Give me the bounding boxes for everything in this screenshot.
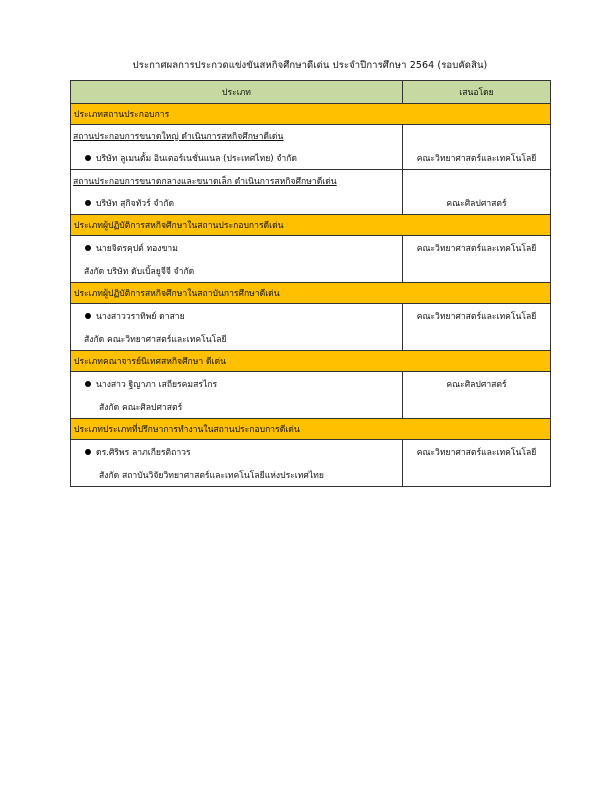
nominated-by: คณะวิทยาศาสตร์และเทคโนโลยี — [416, 153, 537, 164]
bullet-icon — [85, 313, 91, 319]
table-row — [71, 372, 551, 419]
nominated-by: คณะศิลปศาสตร์ — [446, 379, 507, 390]
bullet-icon — [85, 449, 91, 455]
nominated-by: คณะวิทยาศาสตร์และเทคโนโลยี — [416, 447, 537, 458]
entry — [71, 372, 402, 395]
entry-name: บริษัท สุกิจทัวร์ จำกัด — [96, 198, 175, 209]
table-row — [71, 304, 551, 351]
bullet-icon — [85, 200, 91, 206]
bullet-icon — [85, 381, 91, 387]
entry — [71, 440, 402, 463]
table-row — [71, 236, 551, 283]
category-row — [71, 215, 551, 236]
header-nominated-by: เสนอโดย — [403, 81, 551, 104]
affiliation: สังกัด สถาบันวิจัยวิทยาศาสตร์และเทคโนโลยีแห่งประเทศไทย — [99, 470, 324, 481]
page-title: ประกาศผลการประกวดแข่งขันสหกิจศึกษาดีเด่น ประจำปีการศึกษา 2564 (รอบคัดสิน) — [132, 60, 488, 71]
entry-name: นางสาว ฐิญาภา เสถียรคมสรไกร — [96, 379, 218, 390]
category-label: ประเภทผู้ปฏิบัติการสหกิจศึกษาในสถานประกอบการดีเด่น — [71, 215, 551, 236]
category-row — [71, 419, 551, 440]
category-row — [71, 283, 551, 304]
affiliation: สังกัด บริษัท ดับเบิ้ลยูจีจี จำกัด — [84, 266, 195, 277]
entry-name: บริษัท ลูเมนตั้ม อินเตอร์เนชั่นแนล (ประเทศไทย) จำกัด — [96, 153, 297, 164]
entry-name: นายจิตรคุปต์ ทองขาม — [96, 243, 178, 254]
table-row — [71, 170, 551, 215]
nominated-by: คณะวิทยาศาสตร์และเทคโนโลยี — [416, 243, 537, 254]
subheading: สถานประกอบการขนาดใหญ่ ดำเนินการสหกิจศึกษาดีเด่น — [73, 131, 284, 142]
entry — [71, 191, 402, 214]
entry — [71, 236, 402, 259]
table-row — [71, 125, 551, 170]
bullet-icon — [85, 245, 91, 251]
category-label: ประเภทสถานประกอบการ — [71, 104, 551, 125]
category-row — [71, 351, 551, 372]
entry — [71, 146, 402, 169]
results-table — [70, 80, 551, 487]
category-label: ประเภทประเภทที่ปรึกษาการทำงานในสถานประกอบการดีเด่น — [71, 419, 551, 440]
nominated-by: คณะวิทยาศาสตร์และเทคโนโลยี — [416, 311, 537, 322]
nominated-by: คณะศิลปศาสตร์ — [446, 198, 507, 209]
table-header-row — [71, 81, 551, 104]
entry-name: นางสาววราทิพย์ ดาสาย — [96, 311, 185, 322]
affiliation: สังกัด คณะศิลปศาสตร์ — [99, 402, 183, 413]
affiliation: สังกัด คณะวิทยาศาสตร์และเทคโนโลยี — [84, 334, 227, 345]
category-row — [71, 104, 551, 125]
header-category: ประเภท — [71, 81, 403, 104]
entry — [71, 304, 402, 327]
category-label: ประเภทผู้ปฏิบัติการสหกิจศึกษาในสถาบันการศึกษาดีเด่น — [71, 283, 551, 304]
subheading: สถานประกอบการขนาดกลางและขนาดเล็ก ดำเนินการสหกิจศึกษาดีเด่น — [73, 176, 337, 187]
table-row — [71, 440, 551, 487]
category-label: ประเภทคณาจารย์นิเทศสหกิจศึกษา ดีเด่น — [71, 351, 551, 372]
bullet-icon — [85, 155, 91, 161]
entry-name: ดร.ศิริพร ลาภเกียรติถาวร — [96, 447, 191, 458]
